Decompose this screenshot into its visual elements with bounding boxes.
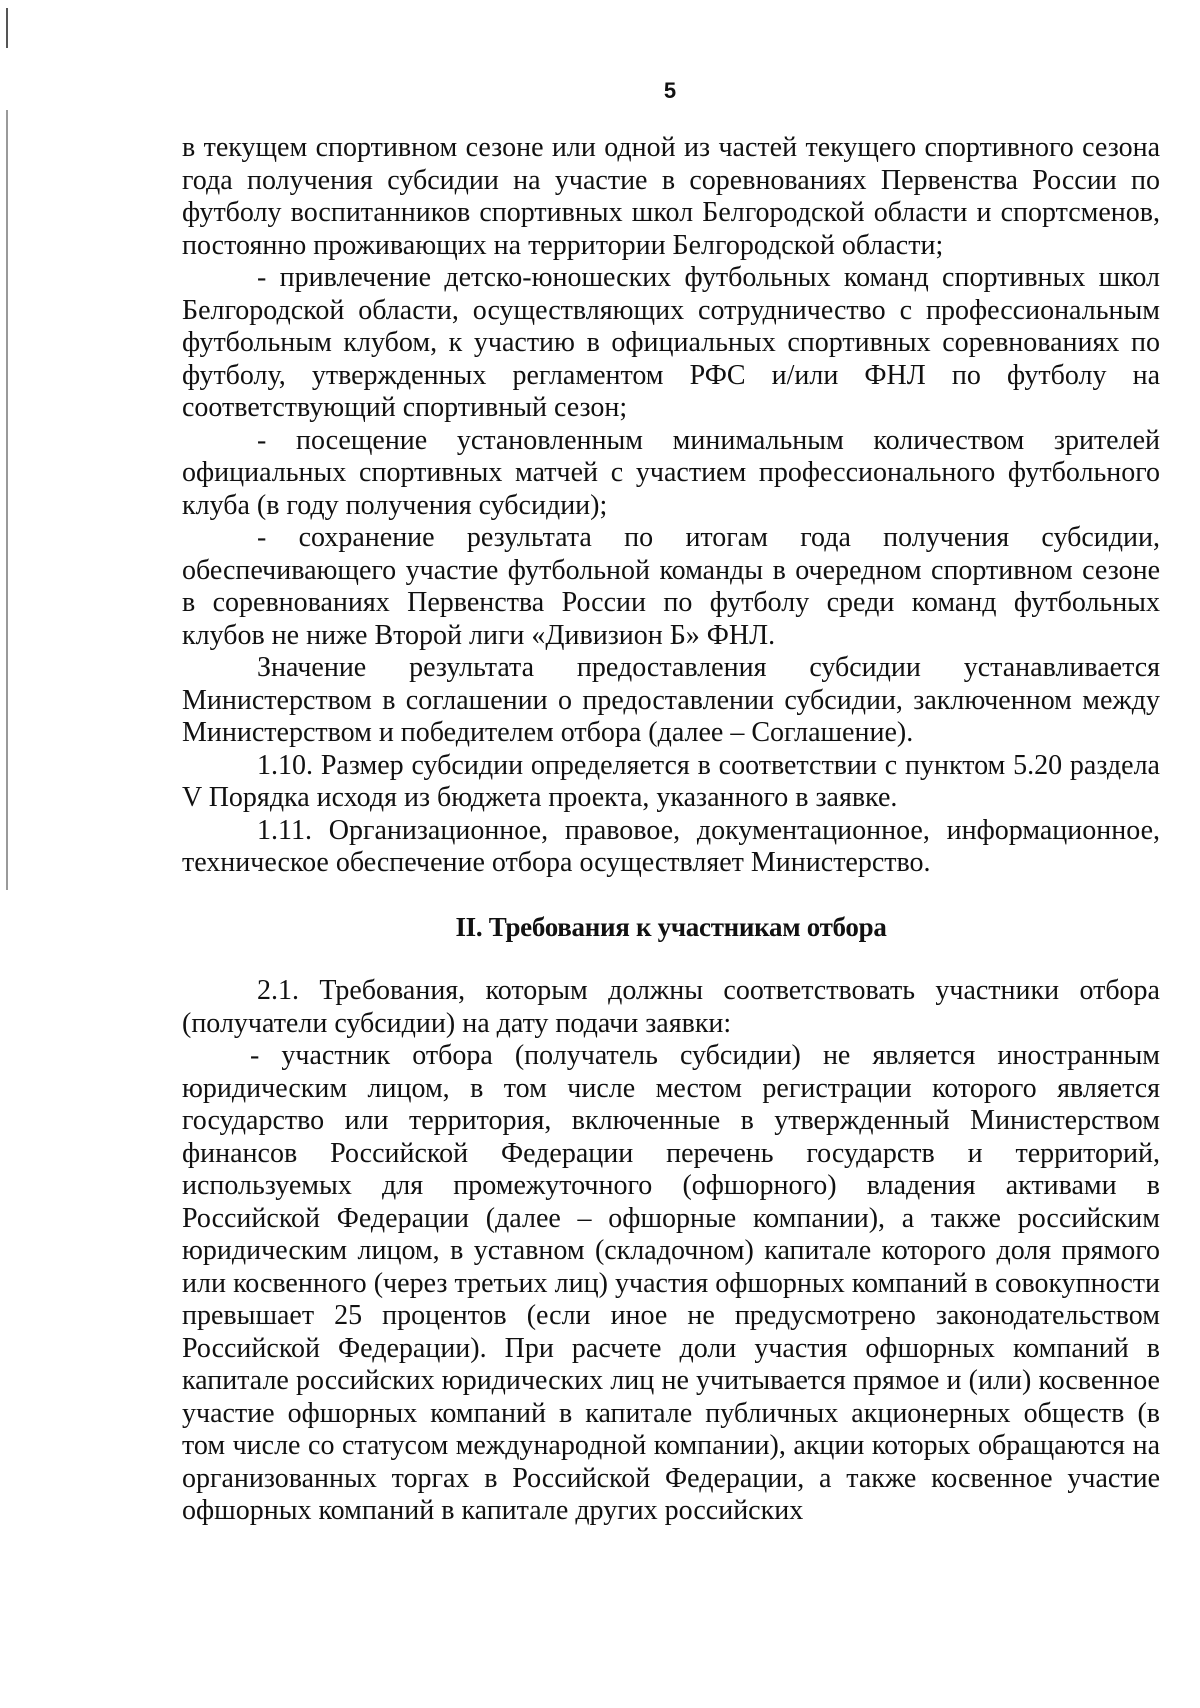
scan-edge-mark xyxy=(6,110,8,890)
paragraph: 1.11. Организационное, правовое, документационное, информационное, техническое обеспечение отбора осуществляет Министерство. xyxy=(182,814,1160,878)
paragraph: - сохранение результата по итогам года получения субсидии, обеспечивающего участие футбольной команды в очередном спортивном сезоне в соревнованиях Первенства России по футболу среди команд футбольных клубов не ниже Второй лиги «Дивизион Б» ФНЛ. xyxy=(182,522,1160,651)
scan-edge-mark xyxy=(6,8,8,48)
paragraph: Значение результата предоставления субсидии устанавливается Министерством в соглашении о предоставлении субсидии, заключенном между Министерством и победителем отбора (далее – Соглашение). xyxy=(182,652,1160,748)
paragraph: 2.1. Требования, которым должны соответствовать участники отбора (получатели субсидии) на дату подачи заявки: xyxy=(182,975,1160,1039)
section-heading: II. Требования к участникам отбора xyxy=(455,911,887,942)
paragraph: в текущем спортивном сезоне или одной из частей текущего спортивного сезона года получения субсидии на участие в соревнованиях Первенства России по футболу воспитанников спортивных школ Белгородской области и спортсменов, постоянно проживающих на территории Белгородской области; xyxy=(182,132,1160,261)
paragraph: - привлечение детско-юношеских футбольных команд спортивных школ Белгородской области, осуществляющих сотрудничество с профессиональным футбольным клубом, к участию в официальных спортивных соревнованиях по футболу, утвержденных регламентом РФС и/или ФНЛ по футболу на соответствующий спортивный сезон; xyxy=(182,262,1160,423)
page-number: 5 xyxy=(663,78,677,103)
paragraph: - участник отбора (получатель субсидии) не является иностранным юридическим лицом, в том числе местом регистрации которого является государство или территория, включенные в утвержденный Министерством финансов Российской Федерации перечень государств и территорий, используемых для промежуточного (офшорного) владения активами в Российской Федерации (далее – офшорные компании), а также российским юридическим лицом, в уставном (складочном) капитале которого доля прямого или косвенного (через третьих лиц) участия офшорных компаний в совокупности превышает 25 процентов (если иное не предусмотрено законодательством Российской Федерации). При расчете доли участия офшорных компаний в капитале российских юридических лиц не учитывается прямое и (или) косвенное участие офшорных компаний в капитале публичных акционерных обществ (в том числе со статусом международной компании), акции которых обращаются на организованных торгах в Российской Федерации, а также косвенное участие офшорных компаний в капитале других российских xyxy=(182,1040,1160,1526)
paragraph: 1.10. Размер субсидии определяется в соответствии с пунктом 5.20 раздела V Порядка исходя из бюджета проекта, указанного в заявке. xyxy=(182,749,1160,813)
document-body xyxy=(182,132,1160,1528)
paragraph: - посещение установленным минимальным количеством зрителей официальных спортивных матчей с участием профессионального футбольного клуба (в году получения субсидии); xyxy=(182,424,1160,521)
